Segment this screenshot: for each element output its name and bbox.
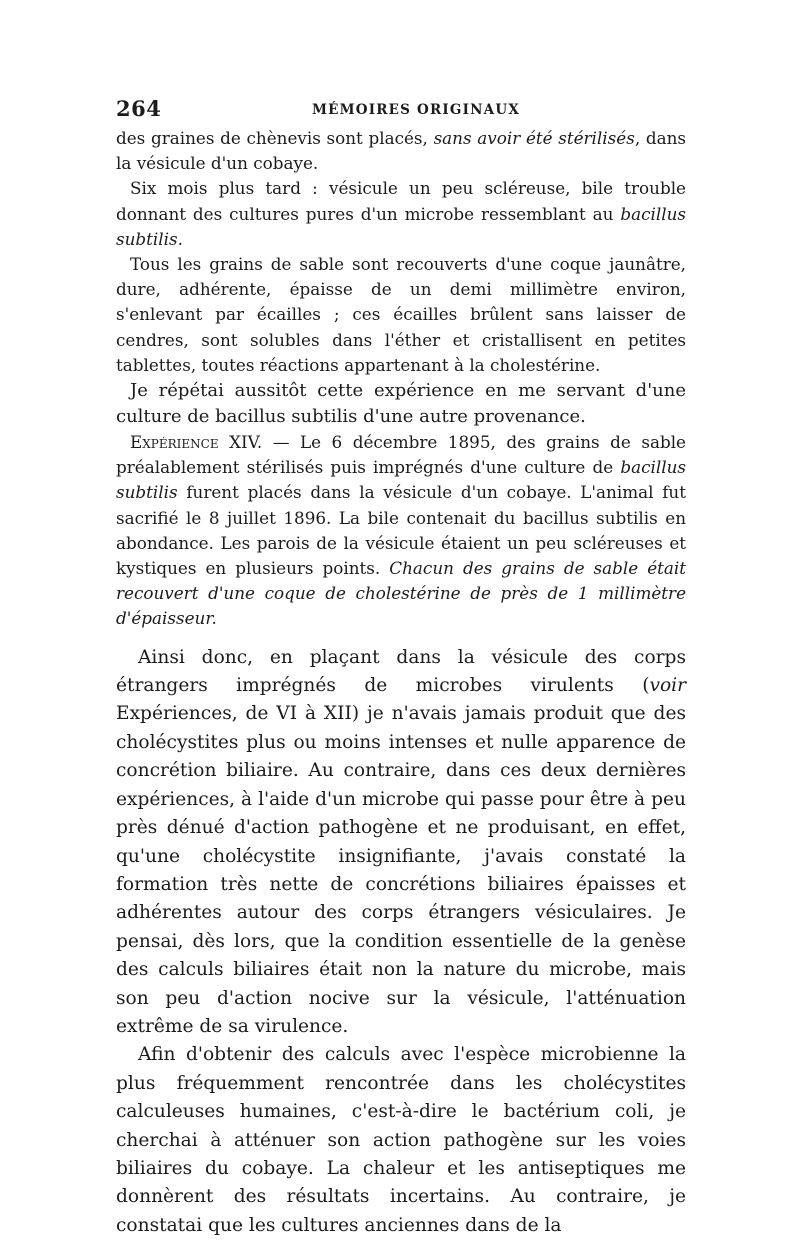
paragraph [116, 176, 686, 252]
italic-text: bacillus subtilis. [116, 203, 686, 249]
text-run: furent placés dans la vésicule d'un cobaye. L'animal fut sacrifié le 8 juillet 1896. La bile contenait du bacillus subtilis en abondance. Les parois de la vésicule étaient un peu scléreuses et kystiques en plusieurs points. [116, 482, 686, 579]
small-print-block [116, 126, 686, 632]
text-run: des graines de chènevis sont placés, [116, 128, 434, 148]
italic-text: sans avoir été stérilisés [433, 128, 635, 148]
italic-text: voir [649, 675, 686, 697]
main-text-block [116, 644, 686, 1240]
paragraph [116, 644, 686, 1042]
text-run: Ainsi donc, en plaçant dans la vésicule des corps étrangers imprégnés de microbes virulents ( [116, 646, 686, 697]
italic-text: Chacun des grains de sable était recouvert d'une coque de cholestérine de près de 1 millimètre d'épaisseur. [116, 558, 686, 629]
paragraph: Tous les grains de sable sont recouverts d'une coque jaunâtre, dure, adhérente, épaisse de un demi millimètre environ, s'enlevant par écailles ; ces écailles brûlent sans laisser de cendres, sont solubles dans l'éther et cristallisent en petites tablettes, toutes réactions appartenant à la cholestérine. [116, 254, 686, 375]
text-run: Expériences, de VI à XII) je n'avais jamais produit que des cholécystites plus ou moins intenses et nulle apparence de concrétion biliaire. Au contraire, dans ces deux dernières expériences, à l'aide d'un microbe qui passe pour être à peu près dénué d'action pathogène et ne produisant, en effet, qu'une cholécystite insignifiante, j'avais constaté la formation très nette de concrétions biliaires épaisses et adhérentes autour des corps étrangers vésiculaires. Je pensai, dès lors, que la condition essentielle de la genèse des calculs biliaires était non la nature du microbe, mais son peu d'action nocive sur la vésicule, l'atténuation extrême de sa virulence. [116, 703, 686, 1037]
paragraph [116, 126, 686, 176]
experiment-label: Expérience XIV. [130, 432, 263, 453]
text-run: Six mois plus tard : vésicule un peu scléreuse, bile trouble donnant des cultures pures d'un microbe ressemblant au [116, 178, 686, 224]
page [116, 96, 686, 1240]
experiment-paragraph [116, 430, 686, 632]
running-title: MÉMOIRES ORIGINAUX [311, 102, 520, 118]
page-header [116, 96, 686, 122]
text-run: , dans la vésicule d'un cobaye. [116, 128, 686, 174]
paragraph: Afin d'obtenir des calculs avec l'espèce microbienne la plus fréquemment rencontrée dans les cholécystites calculeuses humaines, c'est-à-dire le bactérium coli, je cherchai à atténuer son action pathogène sur les voies biliaires du cobaye. La chaleur et les antiseptiques me donnèrent des résultats incertains. Au contraire, je constatai que les cultures anciennes dans de la [116, 1044, 686, 1236]
page-number: 264 [116, 96, 162, 121]
italic-text: bacillus subtilis [116, 457, 686, 503]
paragraph: Je répétai aussitôt cette expérience en me servant d'une culture de bacillus subtilis d'une autre provenance. [116, 380, 686, 428]
text-run: — Le 6 décembre 1895, des grains de sable préalablement stérilisés puis imprégnés d'une culture de [116, 432, 686, 478]
